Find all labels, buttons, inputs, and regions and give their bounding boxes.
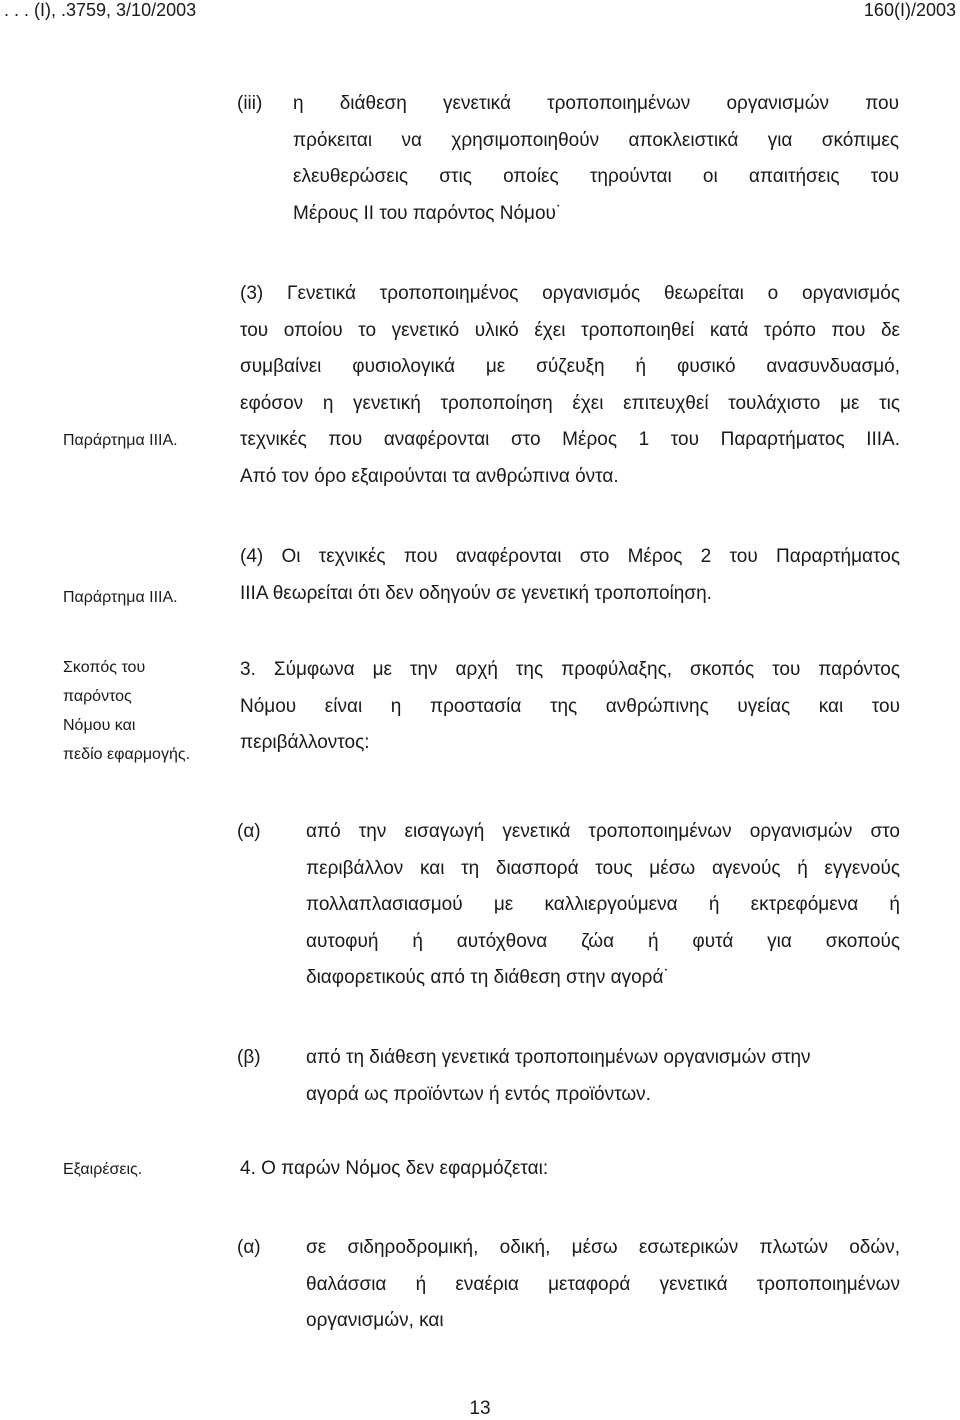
section-3	[240, 652, 900, 762]
text-line: 3. Σύμφωνα με την αρχή της προφύλαξης, σκοπός του παρόντος	[240, 659, 900, 680]
section-3-item-a	[306, 814, 900, 997]
item-iii-label: (iii)	[237, 93, 263, 114]
text-line: περιβάλλοντος:	[240, 732, 370, 753]
text-line: οργανισμών, και	[306, 1310, 444, 1331]
text-line: πολλαπλασιασμού με καλλιεργούμενα ή εκτρεφόμενα ή	[306, 894, 900, 915]
section-3-item-b-label: (β)	[237, 1047, 261, 1068]
margin-line: Νόμου και	[63, 717, 136, 734]
margin-line: πεδίο εφαρμογής.	[63, 746, 191, 763]
text-line: Νόμου είναι η προστασία της ανθρώπινης υγείας και του	[240, 695, 900, 717]
header-law-number: 160(Ι)/2003	[863, 0, 956, 20]
text-line: (3) Γενετικά τροποποιημένος οργανισμός θεωρείται ο οργανισμός	[240, 283, 900, 304]
section-3-item-a-label: (α)	[237, 821, 261, 842]
section-4-text: 4. Ο παρών Νόμος δεν εφαρμόζεται:	[240, 1158, 549, 1179]
margin-note-annex-2: Παράρτημα ΙΙΙΑ.	[63, 589, 178, 606]
text-line: πρόκειται να χρησιμοποιηθούν αποκλειστικά για σκόπιμες	[293, 129, 899, 151]
margin-note-purpose	[63, 653, 190, 769]
section-3-item-b	[306, 1040, 900, 1113]
text-line: αυτοφυή ή αυτόχθονα ζώα ή φυτά για σκοπούς	[306, 930, 900, 952]
text-line: Από τον όρο εξαιρούνται τα ανθρώπινα όντα.	[240, 465, 619, 487]
margin-note-exceptions: Εξαιρέσεις.	[63, 1161, 143, 1178]
text-line: ελευθερώσεις στις οποίες τηρούνται οι απαιτήσεις του	[293, 166, 899, 187]
header-reference: . . . (Ι), .3759, 3/10/2003	[4, 0, 197, 20]
margin-line: παρόντος	[63, 688, 132, 705]
text-line: από τη διάθεση γενετικά τροποποιημένων οργανισμών στην	[306, 1047, 811, 1068]
text-line: σε σιδηροδρομική, οδική, μέσω εσωτερικών πλωτών οδών,	[306, 1237, 900, 1258]
item-iii-text	[293, 86, 899, 232]
text-line: αγορά ως προϊόντων ή εντός προϊόντων.	[306, 1083, 651, 1105]
text-line: εφόσον η γενετική τροποποίηση έχει επιτευχθεί τουλάχιστο με τις	[240, 392, 900, 414]
margin-line: Σκοπός του	[63, 659, 146, 676]
section-4-item-a	[306, 1230, 900, 1340]
margin-note-annex-1: Παράρτημα ΙΙΙΑ.	[63, 432, 178, 449]
paragraph-4	[240, 539, 900, 612]
text-line: η διάθεση γενετικά τροποποιημένων οργανισμών που	[293, 93, 899, 114]
text-line: τεχνικές που αναφέρονται στο Μέρος 1 του Παραρτήματος ΙΙΙΑ.	[240, 429, 900, 450]
text-line: (4) Οι τεχνικές που αναφέρονται στο Μέρος 2 του Παραρτήματος	[240, 546, 900, 567]
page-number: 13	[469, 1398, 491, 1419]
text-line: περιβάλλον και τη διασπορά τους μέσω αγενούς ή εγγενούς	[306, 857, 900, 879]
section-4-item-a-label: (α)	[237, 1237, 261, 1258]
text-line: Μέρους ΙΙ του παρόντος Νόμου˙	[293, 202, 563, 224]
text-line: συμβαίνει φυσιολογικά με σύζευξη ή φυσικό ανασυνδυασμό,	[240, 356, 900, 377]
paragraph-3	[240, 276, 900, 495]
text-line: από την εισαγωγή γενετικά τροποποιημένων οργανισμών στο	[306, 821, 900, 842]
text-line: θαλάσσια ή εναέρια μεταφορά γενετικά τροποποιημένων	[306, 1273, 900, 1295]
text-line: ΙΙΙΑ θεωρείται ότι δεν οδηγούν σε γενετική τροποποίηση.	[240, 582, 712, 604]
text-line: του οποίου το γενετικό υλικό έχει τροποποιηθεί κατά τρόπο που δε	[240, 319, 900, 341]
text-line: διαφορετικούς από τη διάθεση στην αγορά˙	[306, 967, 670, 988]
